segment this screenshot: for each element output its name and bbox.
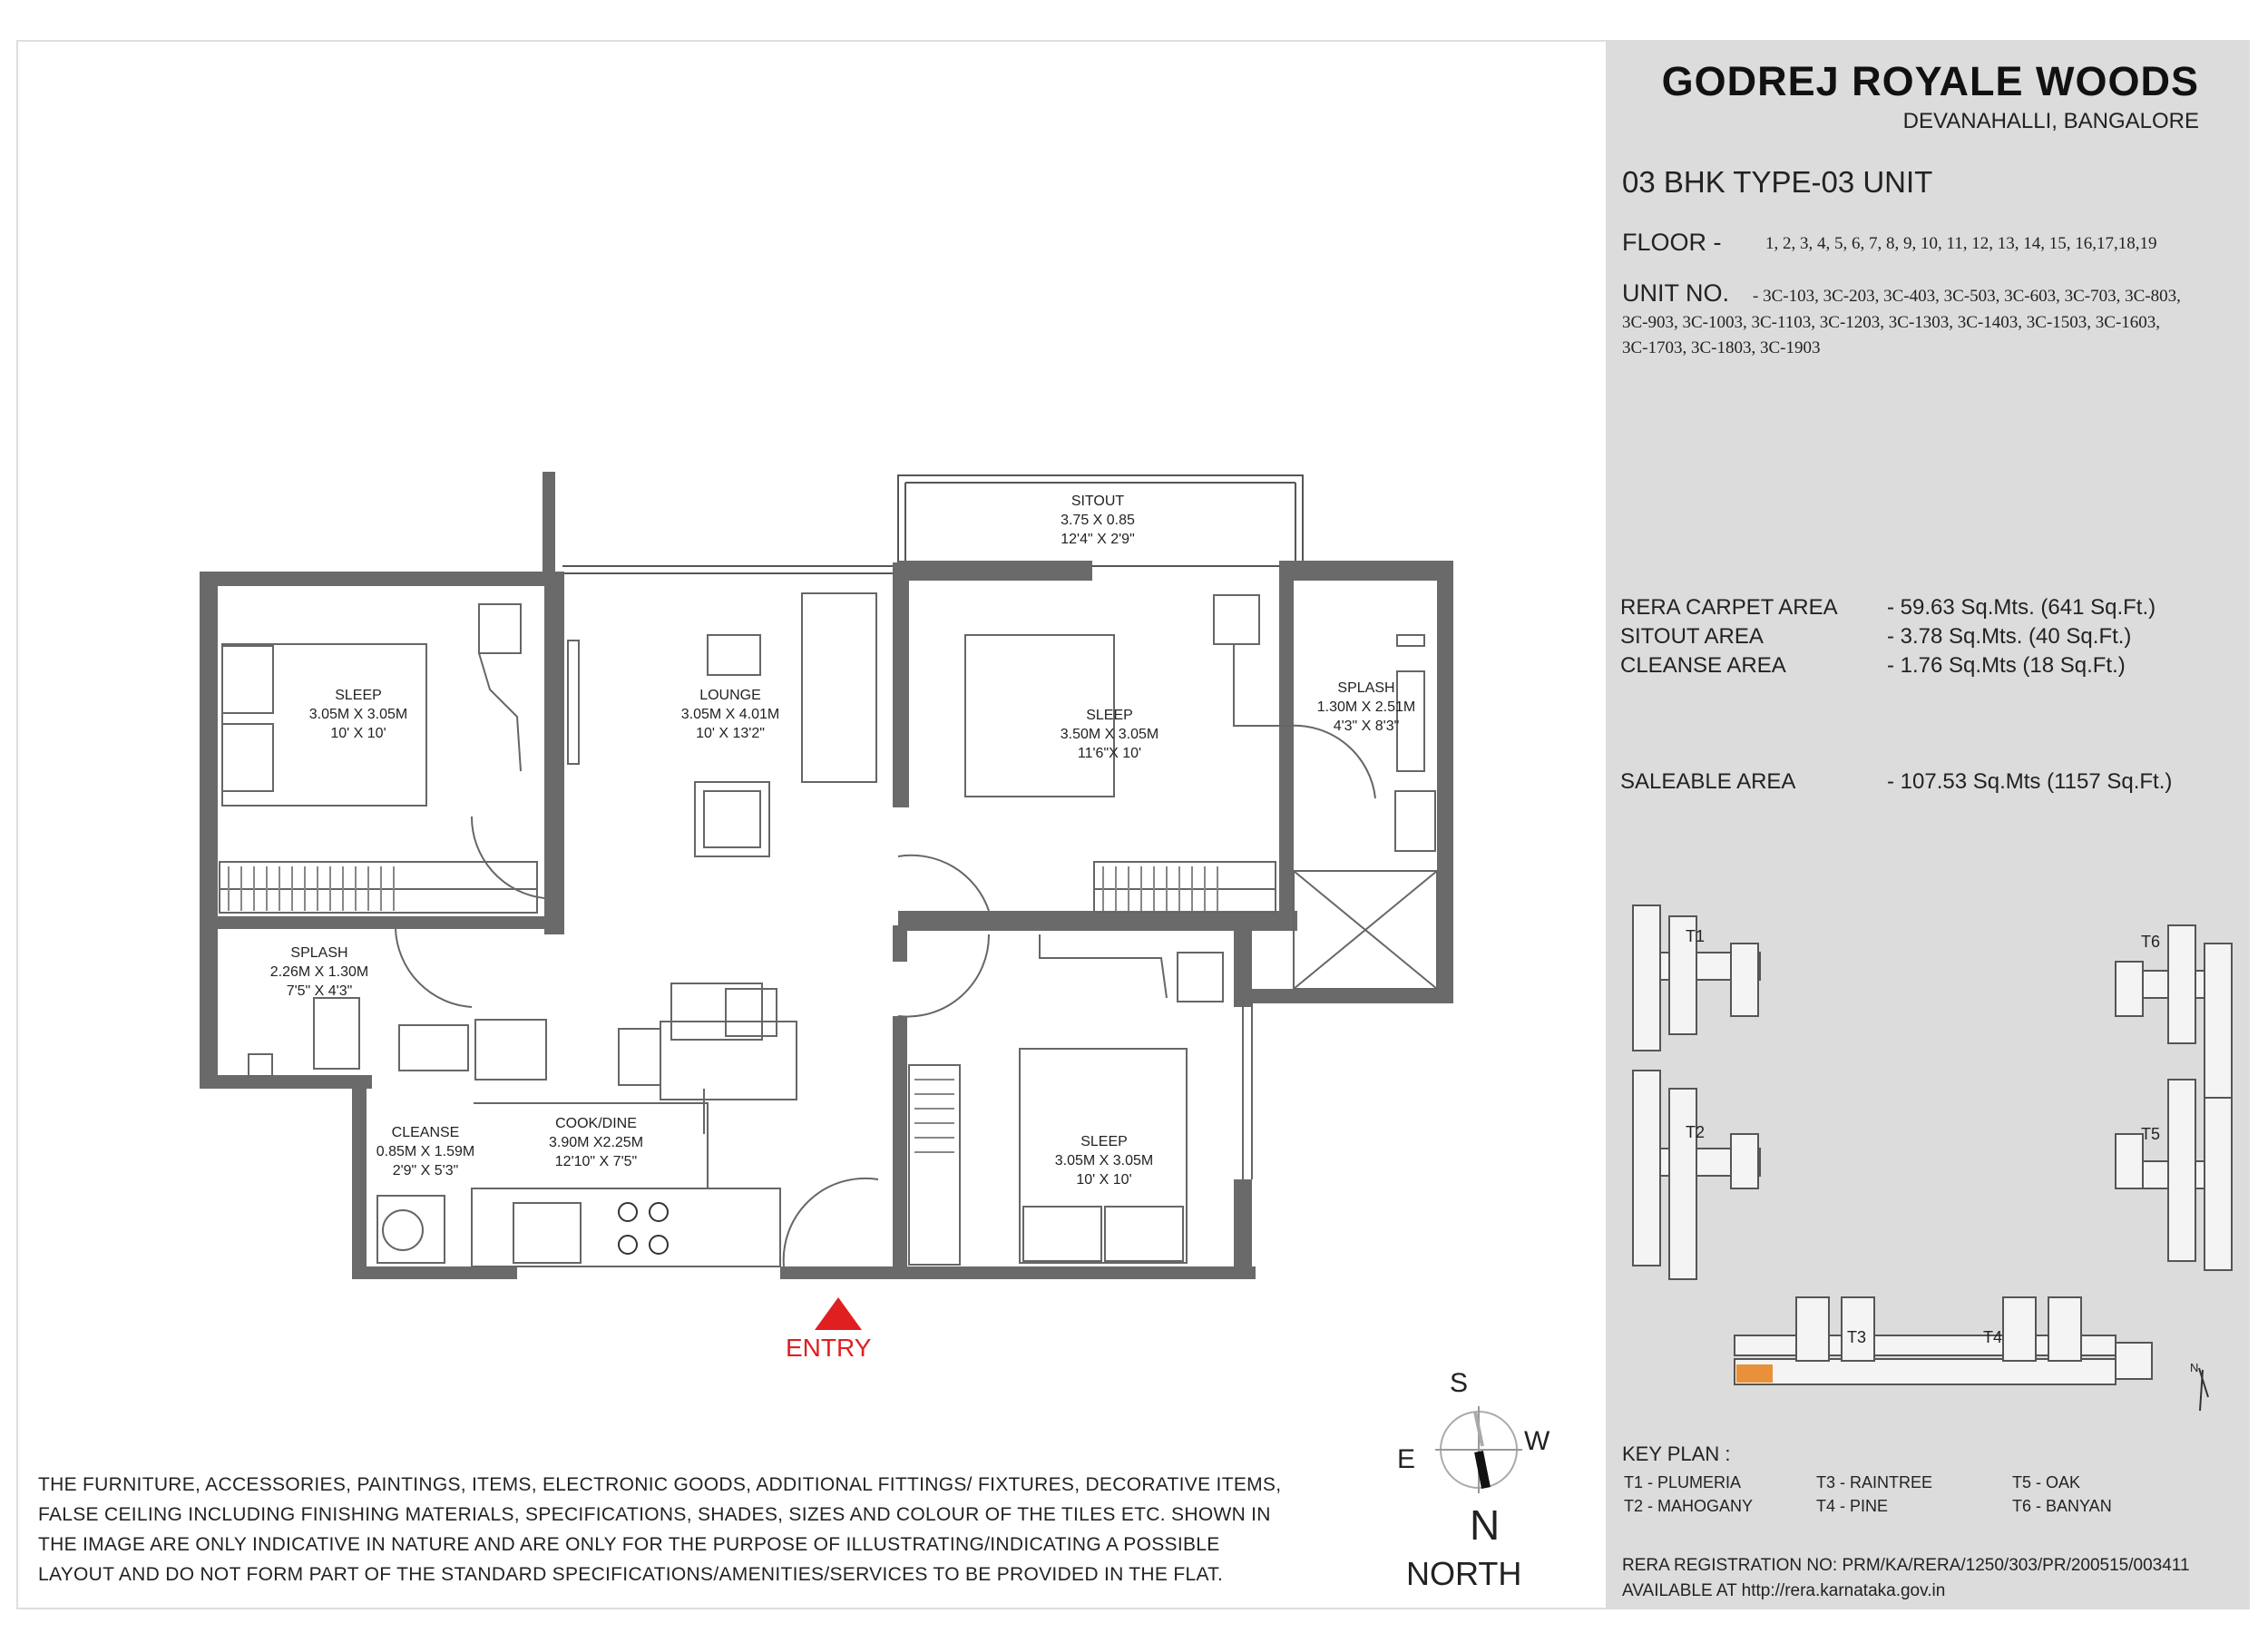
room-label-sleep-2: SLEEP 3.50M X 3.05M 11'6"X 10' [1060,708,1159,761]
unit-no-line1: - 3C-103, 3C-203, 3C-403, 3C-503, 3C-603, 3C-703, 3C-803, [1753,287,2181,306]
key-tower-t2: T2 [1686,1123,1706,1141]
unit-no-line3: 3C-1703, 3C-1803, 3C-1903 [1622,338,1821,357]
compass-w: W [1524,1426,1550,1456]
unit-type: 03 BHK TYPE-03 UNIT [1622,165,1933,199]
compass-n: N [1470,1501,1501,1549]
unit-location-marker [1736,1364,1773,1383]
project-title: GODREJ ROYALE WOODS [1661,58,2199,104]
floor-label: FLOOR - [1622,229,1722,256]
key-plan-header: KEY PLAN : [1622,1442,1731,1465]
project-location: DEVANAHALLI, BANGALORE [1902,109,2199,133]
area-value-sitout: - 3.78 Sq.Mts. (40 Sq.Ft.) [1887,624,2132,649]
entry-arrow-icon [815,1297,862,1330]
key-tower-t6: T6 [2141,933,2161,951]
key-legend-t2: T2 - MAHOGANY [1624,1497,1754,1515]
key-legend-t4: T4 - PINE [1816,1497,1889,1515]
room-label-cleanse: CLEANSE 0.85M X 1.59M 2'9" X 5'3" [376,1125,475,1178]
area-value-saleable: - 107.53 Sq.Mts (1157 Sq.Ft.) [1887,769,2173,794]
unit-no-label: UNIT NO. [1622,279,1730,307]
room-label-sleep-1: SLEEP 3.05M X 3.05M 10' X 10' [308,688,408,741]
floor-values: 1, 2, 3, 4, 5, 6, 7, 8, 9, 10, 11, 12, 13, 14, 15, 16,17,18,19 [1765,234,2157,253]
area-value-carpet: - 59.63 Sq.Mts. (641 Sq.Ft.) [1887,595,2156,620]
room-label-sleep-3: SLEEP 3.05M X 3.05M 10' X 10' [1054,1134,1154,1188]
area-label-sitout: SITOUT AREA [1620,624,1764,649]
entry-label: ENTRY [786,1334,872,1362]
key-plan-north: N [2190,1361,2199,1374]
room-label-sitout: SITOUT 3.75 X 0.85 12'4" X 2'9" [1061,494,1135,547]
key-tower-t5: T5 [2141,1125,2161,1143]
key-legend-t6: T6 - BANYAN [2012,1497,2112,1515]
room-label-splash-1: SPLASH 2.26M X 1.30M 7'5" X 4'3" [269,945,369,999]
disclaimer: THE FURNITURE, ACCESSORIES, PAINTINGS, ITEMS, ELECTRONIC GOODS, ADDITIONAL FITTINGS/ FIXTURES, DECORATIVE ITEMS, FALSE CEILING INCLUDING FINISHING MATERIALS, SPECIFICATIONS, SHADES, SIZES AND COLOUR OF THE TILES ETC. SHOWN IN THE IMAGE ARE ONLY INDICATIVE IN NATURE AND ARE ONLY FOR THE PURPOSE OF ILLUSTRATING/INDICATING A POSSIBLE LAYOUT AND DO NOT FORM PART OF THE STANDARD SPECIFICATIONS/AMENITIES/SERVICES TO BE PROVIDED IN THE FLAT. [38,1474,1282,1585]
key-legend-t5: T5 - OAK [2012,1473,2081,1491]
unit-no-line2: 3C-903, 3C-1003, 3C-1103, 3C-1203, 3C-1303, 3C-1403, 3C-1503, 3C-1603, [1622,313,2161,332]
room-label-splash-2: SPLASH 1.30M X 2.51M 4'3" X 8'3" [1316,680,1416,734]
area-label-saleable: SALEABLE AREA [1620,769,1796,794]
key-tower-t4: T4 [1983,1328,2003,1346]
rera-block [1622,1553,2190,1604]
compass-s: S [1450,1368,1469,1398]
compass-rose-icon [1415,1386,1542,1513]
key-plan-map [1615,889,2250,1424]
area-label-cleanse: CLEANSE AREA [1620,653,1786,678]
rera-registration: RERA REGISTRATION NO: PRM/KA/RERA/1250/303/PR/200515/003411 [1622,1556,2190,1575]
key-legend-t3: T3 - RAINTREE [1816,1473,1933,1491]
area-value-cleanse: - 1.76 Sq.Mts (18 Sq.Ft.) [1887,653,2126,678]
room-label-cook-dine: COOK/DINE 3.90M X2.25M 12'10" X 7'5" [548,1116,644,1169]
compass-north: NORTH [1406,1555,1522,1592]
area-label-carpet: RERA CARPET AREA [1620,595,1838,620]
key-legend-t1: T1 - PLUMERIA [1624,1473,1742,1491]
room-label-lounge: LOUNGE 3.05M X 4.01M 10' X 13'2" [680,688,780,741]
rera-url: AVAILABLE AT http://rera.karnataka.gov.in [1622,1581,1946,1600]
key-tower-t3: T3 [1847,1328,1867,1346]
key-tower-t1: T1 [1686,927,1706,945]
compass-e: E [1397,1444,1416,1474]
